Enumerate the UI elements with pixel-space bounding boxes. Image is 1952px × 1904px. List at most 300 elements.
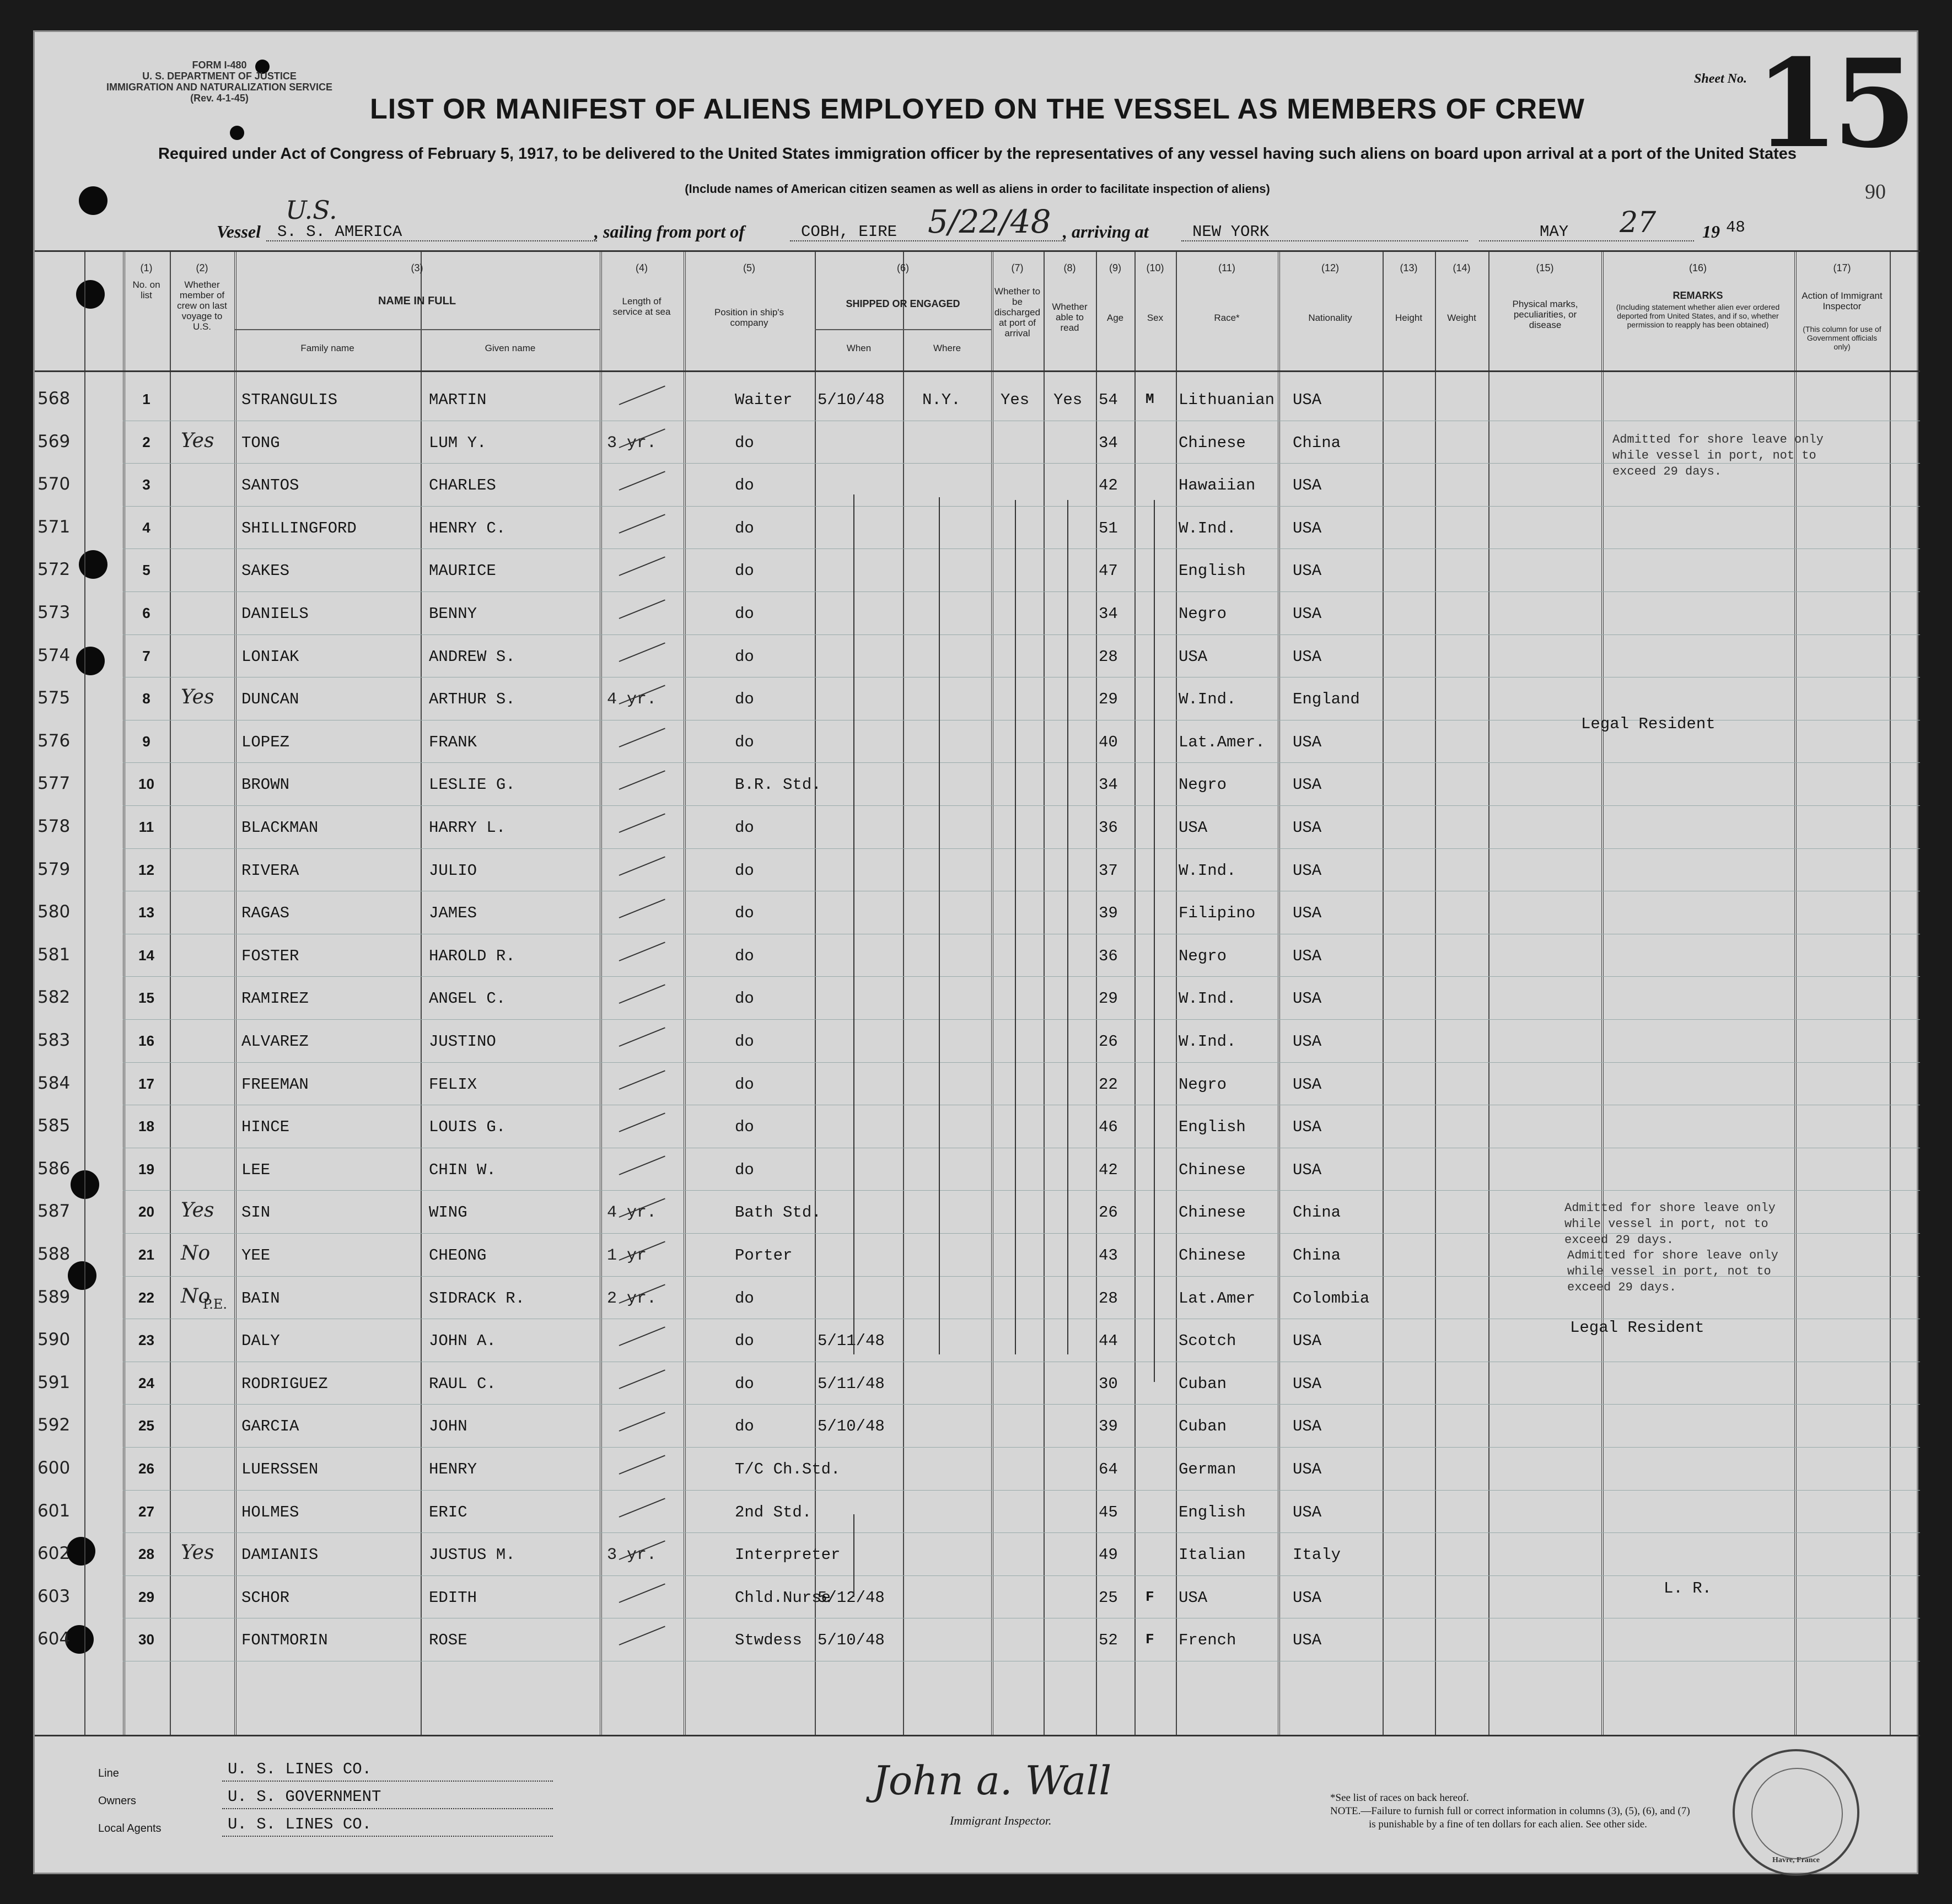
row-14-age: 36 bbox=[1099, 946, 1118, 965]
column-1-label: No. on list bbox=[132, 279, 160, 300]
row-13-race: Filipino bbox=[1179, 904, 1256, 923]
row-5-race: English bbox=[1179, 562, 1246, 580]
row-23-stamp: 590 bbox=[37, 1330, 71, 1350]
column-10-number: (10) bbox=[1146, 262, 1164, 273]
row-15-age: 29 bbox=[1099, 989, 1118, 1008]
row-2-last: Yes bbox=[181, 429, 214, 452]
owners-label: Owners bbox=[98, 1795, 136, 1807]
row-18-age: 46 bbox=[1099, 1118, 1118, 1137]
column-4-label: Length of service at sea bbox=[612, 296, 671, 317]
column-4-number: (4) bbox=[636, 262, 648, 273]
row-7-nationality: USA bbox=[1293, 647, 1322, 666]
sheet-number: 15 bbox=[1755, 32, 1911, 175]
row-27-given: ERIC bbox=[429, 1503, 467, 1521]
row-22-last: No bbox=[181, 1284, 211, 1308]
row-16-race: W.Ind. bbox=[1179, 1032, 1236, 1051]
column-2-number: (2) bbox=[196, 262, 208, 273]
column-6-where: Where bbox=[933, 343, 961, 353]
row-19-position: do bbox=[735, 1160, 754, 1179]
remark-row-2: Admitted for shore leave only while vessel in port, not to exceed 29 days. bbox=[1612, 433, 1824, 478]
row-13-stamp: 580 bbox=[37, 902, 71, 922]
remark-row-28: L. R. bbox=[1664, 1579, 1712, 1598]
row-16-given: JUSTINO bbox=[429, 1032, 496, 1051]
row-18-nationality: USA bbox=[1293, 1118, 1322, 1137]
row-29-given: EDITH bbox=[429, 1588, 477, 1607]
seal-place: Havre, France bbox=[1772, 1856, 1820, 1864]
row-12-no: 12 bbox=[138, 861, 154, 878]
row-29-nationality: USA bbox=[1293, 1588, 1322, 1607]
row-18-stamp: 585 bbox=[37, 1116, 71, 1136]
row-12-family: RIVERA bbox=[241, 861, 299, 880]
service-tick-mark bbox=[619, 1070, 665, 1090]
row-21-given: CHEONG bbox=[429, 1246, 487, 1265]
column-11-label: Race* bbox=[1214, 313, 1240, 323]
row-5-given: MAURICE bbox=[429, 562, 496, 580]
service-tick-mark bbox=[619, 728, 665, 747]
service-tick-mark bbox=[619, 1155, 665, 1175]
service-tick-mark bbox=[619, 1412, 665, 1432]
row-7-given: ANDREW S. bbox=[429, 647, 515, 666]
column-12-number: (12) bbox=[1321, 262, 1339, 273]
row-24-race: Cuban bbox=[1179, 1374, 1227, 1393]
row-30-stamp: 604 bbox=[37, 1629, 71, 1649]
row-22-position: do bbox=[735, 1289, 754, 1308]
row-25-given: JOHN bbox=[429, 1417, 467, 1436]
row-13-no: 13 bbox=[138, 904, 154, 921]
row-24-when: 5/11/48 bbox=[818, 1374, 885, 1393]
row-12-nationality: USA bbox=[1293, 861, 1322, 880]
row-20-service: 4 yr. bbox=[607, 1203, 657, 1223]
row-9-family: LOPEZ bbox=[241, 733, 290, 751]
row-3-stamp: 570 bbox=[37, 474, 71, 494]
row-17-race: Negro bbox=[1179, 1075, 1227, 1094]
row-20-given: WING bbox=[429, 1203, 467, 1222]
row-6-race: Negro bbox=[1179, 605, 1227, 623]
row-21-last: No bbox=[181, 1242, 211, 1265]
row-21-stamp: 588 bbox=[37, 1244, 71, 1264]
column-12-label: Nationality bbox=[1308, 313, 1352, 323]
row-24-age: 30 bbox=[1099, 1374, 1118, 1393]
row-6-age: 34 bbox=[1099, 605, 1118, 623]
departure-date-handwritten: 5/22/48 bbox=[928, 203, 1051, 240]
row-10-race: Negro bbox=[1179, 776, 1227, 794]
row-5-stamp: 572 bbox=[37, 560, 71, 580]
row-2-family: TONG bbox=[241, 433, 280, 452]
remark-row-21: Admitted for shore leave only while vessel in port, not to exceed 29 days. bbox=[1567, 1249, 1778, 1294]
service-tick-mark bbox=[619, 1583, 665, 1603]
row-2-position: do bbox=[735, 433, 754, 452]
subtitle: Required under Act of Congress of February 5, 1917, to be delivered to the United States immigration officer by the representatives of any vessel having such aliens on board upon arrival at a port of the United States bbox=[158, 145, 1797, 163]
row-1-read: Yes bbox=[1053, 391, 1083, 409]
row-5-age: 47 bbox=[1099, 562, 1118, 580]
row-29-age: 25 bbox=[1099, 1588, 1118, 1607]
row-28-race: Italian bbox=[1179, 1546, 1246, 1564]
row-2-nationality: China bbox=[1293, 433, 1341, 452]
row-4-family: SHILLINGFORD bbox=[241, 519, 357, 537]
form-identifier: FORM I-480 U. S. DEPARTMENT OF JUSTICE IMMIGRATION AND NATURALIZATION SERVICE (Rev. 4-1-45) bbox=[106, 60, 332, 104]
column-15-label: Physical marks, peculiarities, or disease bbox=[1512, 299, 1578, 330]
year-prefix: 19 bbox=[1702, 222, 1720, 241]
row-9-age: 40 bbox=[1099, 733, 1118, 751]
row-22-service: 2 yr. bbox=[607, 1289, 657, 1308]
row-17-nationality: USA bbox=[1293, 1075, 1322, 1094]
row-22-race: Lat.Amer bbox=[1179, 1289, 1256, 1308]
row-12-race: W.Ind. bbox=[1179, 861, 1236, 880]
column-17-sub: (This column for use of Government officials only) bbox=[1803, 325, 1881, 351]
row-2-given: LUM Y. bbox=[429, 433, 487, 452]
row-30-given: ROSE bbox=[429, 1631, 467, 1650]
row-10-given: LESLIE G. bbox=[429, 776, 515, 794]
row-20-last: Yes bbox=[181, 1199, 214, 1222]
row-15-race: W.Ind. bbox=[1179, 989, 1236, 1008]
year-suffix: 48 bbox=[1726, 218, 1745, 236]
row-26-stamp: 600 bbox=[37, 1458, 71, 1478]
row-23-nationality: USA bbox=[1293, 1332, 1322, 1351]
row-30-nationality: USA bbox=[1293, 1631, 1322, 1650]
column-14-number: (14) bbox=[1453, 262, 1471, 273]
row-2-age: 34 bbox=[1099, 433, 1118, 452]
departure-port: COBH, EIRE bbox=[801, 223, 897, 241]
row-12-position: do bbox=[735, 861, 754, 880]
punch-hole bbox=[230, 126, 244, 140]
column-3-number: (3) bbox=[411, 262, 423, 273]
row-7-no: 7 bbox=[142, 647, 150, 664]
row-28-nationality: Italy bbox=[1293, 1546, 1341, 1564]
column-9-label: Age bbox=[1106, 313, 1124, 323]
inspector-signature: John a. Wall bbox=[873, 1757, 1112, 1804]
service-tick-mark bbox=[619, 557, 665, 577]
row-20-position: Bath Std. bbox=[735, 1203, 821, 1222]
service-tick-mark bbox=[619, 471, 665, 491]
row-14-no: 14 bbox=[138, 946, 154, 964]
row-4-age: 51 bbox=[1099, 519, 1118, 537]
column-16-label: REMARKS bbox=[1673, 290, 1723, 301]
row-9-given: FRANK bbox=[429, 733, 477, 751]
row-3-age: 42 bbox=[1099, 476, 1118, 495]
service-tick-mark bbox=[619, 985, 665, 1004]
row-30-sex: F bbox=[1146, 1631, 1154, 1648]
service-tick-mark bbox=[619, 1455, 665, 1475]
column-15-number: (15) bbox=[1536, 262, 1554, 273]
arriving-label: , arriving at bbox=[1063, 222, 1149, 241]
row-12-given: JULIO bbox=[429, 861, 477, 880]
row-8-no: 8 bbox=[142, 690, 150, 707]
voyage-line bbox=[35, 195, 1920, 246]
vessel-label: Vessel bbox=[217, 222, 261, 241]
row-7-age: 28 bbox=[1099, 647, 1118, 666]
row-4-given: HENRY C. bbox=[429, 519, 506, 537]
row-27-position: 2nd Std. bbox=[735, 1503, 812, 1521]
row-16-family: ALVAREZ bbox=[241, 1032, 309, 1051]
row-1-position: Waiter bbox=[735, 391, 793, 409]
row-1-discharged: Yes bbox=[1001, 391, 1030, 409]
row-30-position: Stwdess bbox=[735, 1631, 802, 1650]
row-17-given: FELIX bbox=[429, 1075, 477, 1094]
row-14-nationality: USA bbox=[1293, 946, 1322, 965]
row-10-family: BROWN bbox=[241, 776, 290, 794]
row-10-stamp: 577 bbox=[37, 773, 71, 794]
row-29-stamp: 603 bbox=[37, 1586, 71, 1606]
row-6-no: 6 bbox=[142, 605, 150, 621]
row-11-family: BLACKMAN bbox=[241, 819, 319, 837]
row-11-age: 36 bbox=[1099, 819, 1118, 837]
row-29-when: 5/12/48 bbox=[818, 1588, 885, 1607]
row-30-no: 30 bbox=[138, 1631, 154, 1648]
column-5-label: Position in ship's company bbox=[714, 307, 784, 328]
row-9-no: 9 bbox=[142, 733, 150, 750]
row-5-position: do bbox=[735, 562, 754, 580]
arrival-day: 27 bbox=[1620, 206, 1657, 239]
row-23-family: DALY bbox=[241, 1332, 280, 1351]
agents-label: Local Agents bbox=[98, 1822, 162, 1835]
column-16-number: (16) bbox=[1688, 262, 1707, 273]
row-13-nationality: USA bbox=[1293, 904, 1322, 923]
line-value: U. S. LINES CO. bbox=[228, 1760, 372, 1778]
column-7-label: Whether to be discharged at port of arrival bbox=[994, 286, 1041, 338]
row-5-nationality: USA bbox=[1293, 562, 1322, 580]
row-14-race: Negro bbox=[1179, 946, 1227, 965]
row-19-family: LEE bbox=[241, 1160, 271, 1179]
service-tick-mark bbox=[619, 1626, 665, 1646]
row-22-stamp: 589 bbox=[37, 1287, 71, 1307]
row-4-nationality: USA bbox=[1293, 519, 1322, 537]
row-28-no: 28 bbox=[138, 1546, 154, 1563]
row-6-nationality: USA bbox=[1293, 605, 1322, 623]
row-30-family: FONTMORIN bbox=[241, 1631, 328, 1650]
row-21-age: 43 bbox=[1099, 1246, 1118, 1265]
column-8-label: Whether able to read bbox=[1052, 302, 1088, 333]
row-16-nationality: USA bbox=[1293, 1032, 1322, 1051]
row-23-when: 5/11/48 bbox=[818, 1332, 885, 1351]
row-3-family: SANTOS bbox=[241, 476, 299, 495]
row-26-family: LUERSSEN bbox=[241, 1460, 319, 1478]
row-10-position: B.R. Std. bbox=[735, 776, 821, 794]
row-27-family: HOLMES bbox=[241, 1503, 299, 1521]
row-25-age: 39 bbox=[1099, 1417, 1118, 1436]
service-tick-mark bbox=[619, 514, 665, 534]
row-20-family: SIN bbox=[241, 1203, 271, 1222]
row-19-given: CHIN W. bbox=[429, 1160, 496, 1179]
row-11-no: 11 bbox=[138, 819, 154, 835]
row-9-stamp: 576 bbox=[37, 730, 71, 751]
row-20-stamp: 587 bbox=[37, 1201, 71, 1222]
row-19-no: 19 bbox=[138, 1160, 154, 1177]
row-22-family: BAIN bbox=[241, 1289, 280, 1308]
row-7-family: LONIAK bbox=[241, 647, 299, 666]
column-8-number: (8) bbox=[1063, 262, 1076, 273]
row-15-nationality: USA bbox=[1293, 989, 1322, 1008]
agents-value: U. S. LINES CO. bbox=[228, 1815, 372, 1833]
row-29-family: SCHOR bbox=[241, 1588, 290, 1607]
row-3-position: do bbox=[735, 476, 754, 495]
row-15-family: RAMIREZ bbox=[241, 989, 309, 1008]
service-tick-mark bbox=[619, 599, 665, 619]
row-9-position: do bbox=[735, 733, 754, 751]
row-5-family: SAKES bbox=[241, 562, 290, 580]
row-20-no: 20 bbox=[138, 1203, 154, 1220]
row-1-sex: M bbox=[1146, 391, 1154, 407]
row-1-given: MARTIN bbox=[429, 391, 487, 409]
row-25-nationality: USA bbox=[1293, 1417, 1322, 1436]
arrival-month: MAY bbox=[1540, 223, 1569, 241]
column-1-number: (1) bbox=[140, 262, 153, 273]
service-tick-mark bbox=[619, 856, 665, 876]
row-26-age: 64 bbox=[1099, 1460, 1118, 1478]
row-30-age: 52 bbox=[1099, 1631, 1118, 1650]
row-13-family: RAGAS bbox=[241, 904, 290, 923]
row-23-given: JOHN A. bbox=[429, 1332, 496, 1351]
row-27-nationality: USA bbox=[1293, 1503, 1322, 1521]
row-22-nationality: Colombia bbox=[1293, 1289, 1370, 1308]
column-17-number: (17) bbox=[1833, 262, 1851, 273]
manifest-sheet bbox=[33, 30, 1918, 1874]
arrival-port: NEW YORK bbox=[1192, 223, 1270, 241]
row-27-race: English bbox=[1179, 1503, 1246, 1521]
row-7-stamp: 574 bbox=[37, 645, 71, 665]
service-tick-mark bbox=[619, 1113, 665, 1133]
row-11-race: USA bbox=[1179, 819, 1208, 837]
column-14-label: Weight bbox=[1447, 313, 1476, 323]
row-8-nationality: England bbox=[1293, 690, 1360, 709]
row-7-position: do bbox=[735, 647, 754, 666]
column-13-number: (13) bbox=[1400, 262, 1418, 273]
column-9-number: (9) bbox=[1109, 262, 1121, 273]
service-tick-mark bbox=[619, 771, 665, 790]
row-21-nationality: China bbox=[1293, 1246, 1341, 1265]
row-25-stamp: 592 bbox=[37, 1415, 71, 1435]
row-8-race: W.Ind. bbox=[1179, 690, 1236, 709]
crew-table bbox=[35, 250, 1920, 1736]
row-29-sex: F bbox=[1146, 1588, 1154, 1605]
row-10-no: 10 bbox=[138, 776, 154, 793]
row-23-race: Scotch bbox=[1179, 1332, 1236, 1351]
row-10-nationality: USA bbox=[1293, 776, 1322, 794]
row-23-age: 44 bbox=[1099, 1332, 1118, 1351]
row-21-no: 21 bbox=[138, 1246, 154, 1263]
column-6-number: (6) bbox=[897, 262, 909, 273]
row-26-nationality: USA bbox=[1293, 1460, 1322, 1478]
row-6-given: BENNY bbox=[429, 605, 477, 623]
row-26-race: German bbox=[1179, 1460, 1236, 1478]
row-7-race: USA bbox=[1179, 647, 1208, 666]
row-15-no: 15 bbox=[138, 989, 154, 1007]
row-24-position: do bbox=[735, 1374, 754, 1393]
row-30-race: French bbox=[1179, 1631, 1236, 1650]
row-24-stamp: 591 bbox=[37, 1372, 71, 1392]
row-14-position: do bbox=[735, 946, 754, 965]
row-17-family: FREEMAN bbox=[241, 1075, 309, 1094]
row-19-race: Chinese bbox=[1179, 1160, 1246, 1179]
row-2-service: 3 yr. bbox=[607, 433, 657, 453]
row-28-position: Interpreter bbox=[735, 1546, 841, 1564]
row-2-race: Chinese bbox=[1179, 433, 1246, 452]
row-20-age: 26 bbox=[1099, 1203, 1118, 1222]
row-27-stamp: 601 bbox=[37, 1500, 71, 1521]
row-19-nationality: USA bbox=[1293, 1160, 1322, 1179]
row-27-age: 45 bbox=[1099, 1503, 1118, 1521]
row-1-no: 1 bbox=[142, 391, 150, 407]
row-18-no: 18 bbox=[138, 1118, 154, 1135]
row-14-family: FOSTER bbox=[241, 946, 299, 965]
row-1-race: Lithuanian bbox=[1179, 391, 1275, 409]
consulate-seal bbox=[1733, 1749, 1859, 1876]
row-21-position: Porter bbox=[735, 1246, 793, 1265]
row-17-stamp: 584 bbox=[37, 1073, 71, 1093]
row-23-position: do bbox=[735, 1332, 754, 1351]
row-10-age: 34 bbox=[1099, 776, 1118, 794]
column-17-label: Action of Immigrant Inspector bbox=[1802, 291, 1883, 311]
service-tick-mark bbox=[619, 1369, 665, 1389]
row-1-family: STRANGULIS bbox=[241, 391, 338, 409]
column-16-sub: (Including statement whether alien ever ordered deported from United States, and if so, whether permission to reapply has been obtained) bbox=[1616, 303, 1780, 329]
row-22-no: 22 bbox=[138, 1289, 154, 1306]
row-5-no: 5 bbox=[142, 562, 150, 579]
row-29-no: 29 bbox=[138, 1588, 154, 1605]
column-3-label: NAME IN FULL bbox=[378, 295, 456, 307]
vessel-handwritten: U.S. bbox=[286, 195, 337, 225]
row-1-stamp: 568 bbox=[37, 389, 71, 408]
page-mark: 90 bbox=[1865, 180, 1886, 203]
row-3-race: Hawaiian bbox=[1179, 476, 1256, 495]
row-6-family: DANIELS bbox=[241, 605, 309, 623]
row-11-position: do bbox=[735, 819, 754, 837]
row-29-race: USA bbox=[1179, 1588, 1208, 1607]
remark-row-22: Legal Resident bbox=[1570, 1319, 1704, 1337]
row-3-no: 3 bbox=[142, 476, 150, 493]
row-20-race: Chinese bbox=[1179, 1203, 1246, 1222]
remark-row-20: Admitted for shore leave only while vessel in port, not to exceed 29 days. bbox=[1564, 1201, 1776, 1247]
row-8-age: 29 bbox=[1099, 690, 1118, 709]
remark-row-8: Legal Resident bbox=[1581, 715, 1716, 733]
row-26-position: T/C Ch.Std. bbox=[735, 1460, 841, 1478]
column-11-number: (11) bbox=[1218, 262, 1235, 273]
row-13-position: do bbox=[735, 904, 754, 923]
row-24-family: RODRIGUEZ bbox=[241, 1374, 328, 1393]
column-13-label: Height bbox=[1395, 313, 1423, 323]
service-tick-mark bbox=[619, 1327, 665, 1347]
vessel-name: S. S. AMERICA bbox=[277, 223, 402, 241]
column-3-given: Given name bbox=[485, 343, 536, 353]
row-24-given: RAUL C. bbox=[429, 1374, 496, 1393]
row-6-position: do bbox=[735, 605, 754, 623]
row-1-age: 54 bbox=[1099, 391, 1118, 409]
row-4-no: 4 bbox=[142, 519, 150, 536]
row-25-no: 25 bbox=[138, 1417, 154, 1434]
row-28-stamp: 602 bbox=[37, 1543, 71, 1564]
column-6-label: SHIPPED OR ENGAGED bbox=[846, 298, 960, 309]
pe-mark: P.E. bbox=[203, 1297, 228, 1312]
row-8-position: do bbox=[735, 690, 754, 709]
service-tick-mark bbox=[619, 1498, 665, 1518]
row-8-given: ARTHUR S. bbox=[429, 690, 515, 709]
column-7-number: (7) bbox=[1011, 262, 1024, 273]
column-5-number: (5) bbox=[743, 262, 755, 273]
row-29-position: Chld.Nurse bbox=[735, 1588, 831, 1607]
row-13-given: JAMES bbox=[429, 904, 477, 923]
service-tick-mark bbox=[619, 642, 665, 662]
row-16-no: 16 bbox=[138, 1032, 154, 1049]
row-18-family: HINCE bbox=[241, 1118, 290, 1137]
row-6-stamp: 573 bbox=[37, 603, 71, 622]
owners-value: U. S. GOVERNMENT bbox=[228, 1788, 381, 1806]
row-24-nationality: USA bbox=[1293, 1374, 1322, 1393]
row-18-given: LOUIS G. bbox=[429, 1118, 506, 1137]
row-17-no: 17 bbox=[138, 1075, 154, 1092]
row-28-given: JUSTUS M. bbox=[429, 1546, 515, 1564]
row-18-race: English bbox=[1179, 1118, 1246, 1137]
row-11-nationality: USA bbox=[1293, 819, 1322, 837]
sheet-label: Sheet No. bbox=[1694, 72, 1747, 86]
